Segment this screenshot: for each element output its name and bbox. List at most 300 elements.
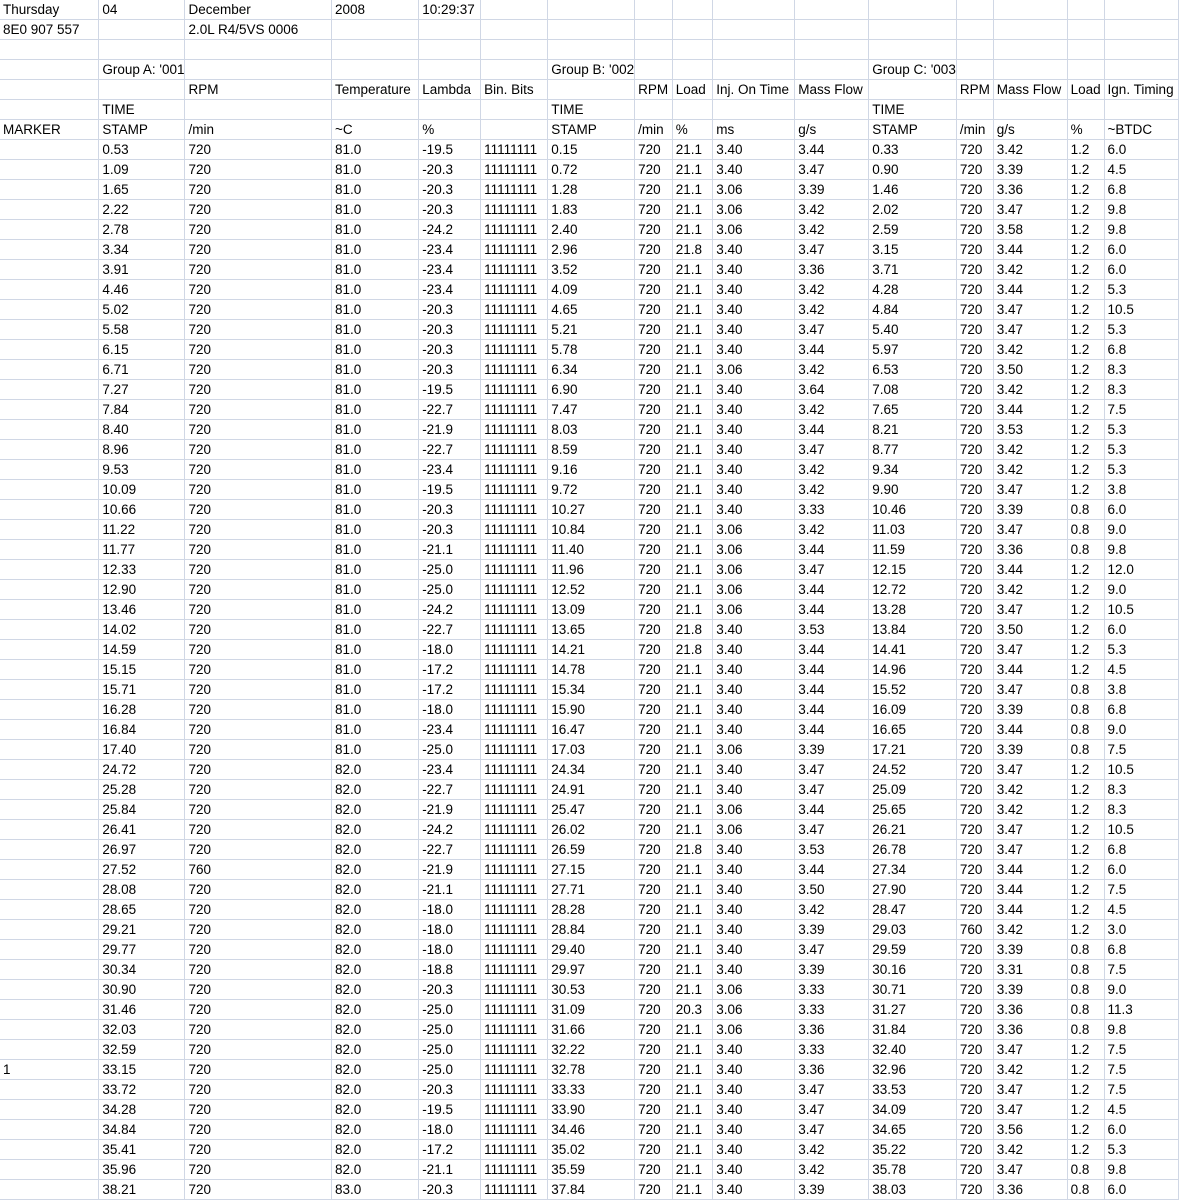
- cell[interactable]: 3.31: [993, 960, 1067, 980]
- cell[interactable]: 720: [956, 180, 993, 200]
- cell[interactable]: 11111111: [481, 340, 548, 360]
- cell[interactable]: 720: [956, 300, 993, 320]
- cell[interactable]: 3.47: [993, 480, 1067, 500]
- cell[interactable]: 11111111: [481, 260, 548, 280]
- cell[interactable]: -18.0: [419, 640, 481, 660]
- cell[interactable]: 720: [185, 440, 332, 460]
- cell[interactable]: 720: [185, 460, 332, 480]
- cell[interactable]: 11111111: [481, 680, 548, 700]
- cell[interactable]: 720: [956, 560, 993, 580]
- cell[interactable]: 720: [635, 480, 673, 500]
- cell[interactable]: 720: [185, 960, 332, 980]
- cell[interactable]: Bin. Bits: [481, 80, 548, 100]
- cell[interactable]: STAMP: [869, 120, 957, 140]
- cell[interactable]: 720: [635, 880, 673, 900]
- cell[interactable]: 1.2: [1067, 280, 1104, 300]
- cell[interactable]: 11111111: [481, 240, 548, 260]
- cell[interactable]: [0, 840, 99, 860]
- cell[interactable]: 6.8: [1104, 180, 1178, 200]
- cell[interactable]: [0, 820, 99, 840]
- cell[interactable]: 81.0: [332, 140, 419, 160]
- cell[interactable]: 13.28: [869, 600, 957, 620]
- cell[interactable]: 3.42: [993, 380, 1067, 400]
- cell[interactable]: 11111111: [481, 700, 548, 720]
- cell[interactable]: 1.2: [1067, 760, 1104, 780]
- cell[interactable]: 6.90: [548, 380, 635, 400]
- cell[interactable]: 32.96: [869, 1060, 957, 1080]
- cell[interactable]: RPM: [185, 80, 332, 100]
- cell[interactable]: 1.2: [1067, 140, 1104, 160]
- cell[interactable]: 2.40: [548, 220, 635, 240]
- cell[interactable]: 21.1: [672, 160, 713, 180]
- cell[interactable]: [0, 380, 99, 400]
- cell[interactable]: 34.84: [99, 1120, 185, 1140]
- cell[interactable]: 81.0: [332, 700, 419, 720]
- cell[interactable]: 3.40: [713, 440, 795, 460]
- cell[interactable]: [956, 20, 993, 40]
- cell[interactable]: 15.34: [548, 680, 635, 700]
- cell[interactable]: 11111111: [481, 620, 548, 640]
- cell[interactable]: 11.77: [99, 540, 185, 560]
- cell[interactable]: 720: [185, 200, 332, 220]
- cell[interactable]: 17.21: [869, 740, 957, 760]
- cell[interactable]: 29.03: [869, 920, 957, 940]
- cell[interactable]: 3.50: [993, 360, 1067, 380]
- cell[interactable]: 720: [635, 760, 673, 780]
- cell[interactable]: 9.0: [1104, 580, 1178, 600]
- cell[interactable]: [548, 80, 635, 100]
- cell[interactable]: 33.72: [99, 1080, 185, 1100]
- cell[interactable]: 720: [956, 1140, 993, 1160]
- cell[interactable]: 13.84: [869, 620, 957, 640]
- cell[interactable]: 21.1: [672, 560, 713, 580]
- cell[interactable]: 720: [956, 820, 993, 840]
- cell[interactable]: 35.41: [99, 1140, 185, 1160]
- cell[interactable]: 9.72: [548, 480, 635, 500]
- cell[interactable]: 8E0 907 557: [0, 20, 99, 40]
- cell[interactable]: 720: [956, 1080, 993, 1100]
- cell[interactable]: 14.02: [99, 620, 185, 640]
- cell[interactable]: 7.65: [869, 400, 957, 420]
- cell[interactable]: 30.53: [548, 980, 635, 1000]
- cell[interactable]: 720: [956, 660, 993, 680]
- cell[interactable]: 3.39: [795, 740, 869, 760]
- cell[interactable]: 3.06: [713, 200, 795, 220]
- cell[interactable]: [0, 300, 99, 320]
- cell[interactable]: Temperature: [332, 80, 419, 100]
- cell[interactable]: 3.47: [795, 240, 869, 260]
- cell[interactable]: 32.40: [869, 1040, 957, 1060]
- cell[interactable]: [956, 100, 993, 120]
- cell[interactable]: 3.40: [713, 340, 795, 360]
- cell[interactable]: 11111111: [481, 1060, 548, 1080]
- cell[interactable]: 12.33: [99, 560, 185, 580]
- cell[interactable]: 21.1: [672, 960, 713, 980]
- cell[interactable]: 9.8: [1104, 540, 1178, 560]
- cell[interactable]: 720: [956, 780, 993, 800]
- cell[interactable]: [672, 60, 713, 80]
- cell[interactable]: 720: [185, 740, 332, 760]
- cell[interactable]: 3.39: [993, 160, 1067, 180]
- cell[interactable]: 720: [185, 340, 332, 360]
- cell[interactable]: 16.65: [869, 720, 957, 740]
- cell[interactable]: 720: [956, 540, 993, 560]
- cell[interactable]: 3.53: [795, 620, 869, 640]
- cell[interactable]: 81.0: [332, 660, 419, 680]
- cell[interactable]: 3.36: [795, 260, 869, 280]
- cell[interactable]: 25.28: [99, 780, 185, 800]
- cell[interactable]: 3.40: [713, 460, 795, 480]
- cell[interactable]: 720: [635, 900, 673, 920]
- cell[interactable]: 3.42: [795, 400, 869, 420]
- cell[interactable]: 3.34: [99, 240, 185, 260]
- cell[interactable]: 11111111: [481, 440, 548, 460]
- cell[interactable]: 3.42: [993, 260, 1067, 280]
- cell[interactable]: 81.0: [332, 240, 419, 260]
- cell[interactable]: 720: [635, 160, 673, 180]
- cell[interactable]: -20.3: [419, 300, 481, 320]
- cell[interactable]: 9.90: [869, 480, 957, 500]
- cell[interactable]: 04: [99, 0, 185, 20]
- cell[interactable]: 12.90: [99, 580, 185, 600]
- cell[interactable]: Ign. Timing: [1104, 80, 1178, 100]
- cell[interactable]: 14.21: [548, 640, 635, 660]
- cell[interactable]: [0, 1120, 99, 1140]
- cell[interactable]: 720: [185, 620, 332, 640]
- cell[interactable]: 2008: [332, 0, 419, 20]
- cell[interactable]: 720: [635, 860, 673, 880]
- cell[interactable]: 82.0: [332, 800, 419, 820]
- cell[interactable]: 720: [956, 680, 993, 700]
- cell[interactable]: 11111111: [481, 220, 548, 240]
- cell[interactable]: -22.7: [419, 840, 481, 860]
- cell[interactable]: 0.8: [1067, 940, 1104, 960]
- cell[interactable]: 3.40: [713, 880, 795, 900]
- cell[interactable]: 21.1: [672, 580, 713, 600]
- cell[interactable]: [993, 100, 1067, 120]
- cell[interactable]: 3.40: [713, 680, 795, 700]
- cell[interactable]: 7.5: [1104, 1080, 1178, 1100]
- cell[interactable]: 3.06: [713, 180, 795, 200]
- cell[interactable]: 21.1: [672, 700, 713, 720]
- cell[interactable]: [0, 1080, 99, 1100]
- cell[interactable]: [0, 80, 99, 100]
- cell[interactable]: 720: [635, 540, 673, 560]
- cell[interactable]: 38.03: [869, 1180, 957, 1200]
- cell[interactable]: [0, 1100, 99, 1120]
- cell[interactable]: 720: [185, 180, 332, 200]
- cell[interactable]: [1104, 100, 1178, 120]
- cell[interactable]: 5.78: [548, 340, 635, 360]
- cell[interactable]: [672, 0, 713, 20]
- cell[interactable]: 3.42: [795, 460, 869, 480]
- cell[interactable]: [332, 60, 419, 80]
- cell[interactable]: 3.8: [1104, 480, 1178, 500]
- cell[interactable]: 3.36: [993, 180, 1067, 200]
- cell[interactable]: TIME: [99, 100, 185, 120]
- cell[interactable]: 720: [635, 400, 673, 420]
- cell[interactable]: 81.0: [332, 520, 419, 540]
- cell[interactable]: 4.46: [99, 280, 185, 300]
- cell[interactable]: 37.84: [548, 1180, 635, 1200]
- cell[interactable]: 11111111: [481, 860, 548, 880]
- cell[interactable]: 720: [185, 720, 332, 740]
- cell[interactable]: 3.42: [795, 1160, 869, 1180]
- cell[interactable]: 3.39: [795, 920, 869, 940]
- cell[interactable]: 82.0: [332, 920, 419, 940]
- cell[interactable]: 1.2: [1067, 1140, 1104, 1160]
- cell[interactable]: 11111111: [481, 960, 548, 980]
- cell[interactable]: 0.8: [1067, 960, 1104, 980]
- cell[interactable]: 720: [635, 780, 673, 800]
- cell[interactable]: 7.84: [99, 400, 185, 420]
- cell[interactable]: [956, 40, 993, 60]
- cell[interactable]: [1067, 60, 1104, 80]
- cell[interactable]: 3.40: [713, 1040, 795, 1060]
- cell[interactable]: [0, 540, 99, 560]
- cell[interactable]: g/s: [993, 120, 1067, 140]
- cell[interactable]: 720: [956, 460, 993, 480]
- cell[interactable]: Load: [672, 80, 713, 100]
- cell[interactable]: 720: [185, 800, 332, 820]
- cell[interactable]: 82.0: [332, 900, 419, 920]
- cell[interactable]: 5.3: [1104, 280, 1178, 300]
- cell[interactable]: 25.47: [548, 800, 635, 820]
- cell[interactable]: 720: [185, 980, 332, 1000]
- cell[interactable]: 82.0: [332, 1040, 419, 1060]
- cell[interactable]: 10.09: [99, 480, 185, 500]
- cell[interactable]: 1.2: [1067, 1120, 1104, 1140]
- cell[interactable]: 11111111: [481, 1180, 548, 1200]
- cell[interactable]: 720: [185, 280, 332, 300]
- cell[interactable]: [1104, 20, 1178, 40]
- cell[interactable]: [795, 40, 869, 60]
- cell[interactable]: [993, 20, 1067, 40]
- cell[interactable]: 21.1: [672, 520, 713, 540]
- cell[interactable]: [993, 0, 1067, 20]
- cell[interactable]: 3.47: [993, 1080, 1067, 1100]
- cell[interactable]: 5.3: [1104, 320, 1178, 340]
- cell[interactable]: [481, 120, 548, 140]
- cell[interactable]: 720: [956, 200, 993, 220]
- cell[interactable]: 3.42: [795, 520, 869, 540]
- cell[interactable]: 24.91: [548, 780, 635, 800]
- cell[interactable]: 720: [635, 340, 673, 360]
- cell[interactable]: 81.0: [332, 460, 419, 480]
- cell[interactable]: 3.44: [993, 280, 1067, 300]
- cell[interactable]: 21.1: [672, 920, 713, 940]
- cell[interactable]: [0, 420, 99, 440]
- cell[interactable]: 81.0: [332, 160, 419, 180]
- cell[interactable]: 4.84: [869, 300, 957, 320]
- cell[interactable]: [713, 0, 795, 20]
- cell[interactable]: 11111111: [481, 820, 548, 840]
- cell[interactable]: 9.0: [1104, 720, 1178, 740]
- cell[interactable]: -23.4: [419, 280, 481, 300]
- cell[interactable]: [635, 0, 673, 20]
- cell[interactable]: [635, 100, 673, 120]
- cell[interactable]: 10.27: [548, 500, 635, 520]
- cell[interactable]: 720: [635, 440, 673, 460]
- cell[interactable]: 3.44: [993, 240, 1067, 260]
- cell[interactable]: 3.42: [993, 780, 1067, 800]
- cell[interactable]: 3.40: [713, 1060, 795, 1080]
- cell[interactable]: 720: [956, 1060, 993, 1080]
- cell[interactable]: 1.2: [1067, 420, 1104, 440]
- cell[interactable]: 82.0: [332, 760, 419, 780]
- cell[interactable]: 0.8: [1067, 540, 1104, 560]
- cell[interactable]: 82.0: [332, 1080, 419, 1100]
- cell[interactable]: 11111111: [481, 400, 548, 420]
- cell[interactable]: 720: [635, 940, 673, 960]
- cell[interactable]: 3.33: [795, 1000, 869, 1020]
- cell[interactable]: 82.0: [332, 940, 419, 960]
- cell[interactable]: 3.42: [993, 460, 1067, 480]
- cell[interactable]: [0, 200, 99, 220]
- cell[interactable]: 720: [635, 1140, 673, 1160]
- cell[interactable]: 3.06: [713, 740, 795, 760]
- cell[interactable]: 720: [956, 1100, 993, 1120]
- cell[interactable]: 21.1: [672, 180, 713, 200]
- cell[interactable]: [0, 40, 99, 60]
- cell[interactable]: 720: [956, 280, 993, 300]
- cell[interactable]: 34.09: [869, 1100, 957, 1120]
- cell[interactable]: 12.72: [869, 580, 957, 600]
- cell[interactable]: 34.46: [548, 1120, 635, 1140]
- cell[interactable]: %: [1067, 120, 1104, 140]
- cell[interactable]: [0, 1040, 99, 1060]
- cell[interactable]: 720: [956, 1040, 993, 1060]
- cell[interactable]: 3.44: [795, 660, 869, 680]
- cell[interactable]: 16.47: [548, 720, 635, 740]
- cell[interactable]: 3.39: [795, 180, 869, 200]
- cell[interactable]: December: [185, 0, 332, 20]
- cell[interactable]: 81.0: [332, 360, 419, 380]
- cell[interactable]: 720: [185, 1020, 332, 1040]
- cell[interactable]: -25.0: [419, 1040, 481, 1060]
- cell[interactable]: 6.8: [1104, 700, 1178, 720]
- cell[interactable]: 720: [185, 1160, 332, 1180]
- cell[interactable]: 10.5: [1104, 820, 1178, 840]
- cell[interactable]: 21.1: [672, 260, 713, 280]
- cell[interactable]: 1.2: [1067, 800, 1104, 820]
- cell[interactable]: 21.8: [672, 240, 713, 260]
- cell[interactable]: 25.09: [869, 780, 957, 800]
- cell[interactable]: [0, 920, 99, 940]
- cell[interactable]: 720: [956, 940, 993, 960]
- cell[interactable]: 3.42: [795, 360, 869, 380]
- cell[interactable]: 3.40: [713, 400, 795, 420]
- cell[interactable]: -17.2: [419, 680, 481, 700]
- cell[interactable]: -25.0: [419, 740, 481, 760]
- cell[interactable]: -18.0: [419, 940, 481, 960]
- cell[interactable]: 21.1: [672, 320, 713, 340]
- cell[interactable]: 3.39: [993, 700, 1067, 720]
- cell[interactable]: 82.0: [332, 860, 419, 880]
- cell[interactable]: [1104, 0, 1178, 20]
- cell[interactable]: 720: [956, 500, 993, 520]
- cell[interactable]: 28.28: [548, 900, 635, 920]
- cell[interactable]: 3.44: [993, 860, 1067, 880]
- cell[interactable]: [0, 100, 99, 120]
- cell[interactable]: 11111111: [481, 460, 548, 480]
- cell[interactable]: [0, 980, 99, 1000]
- cell[interactable]: Group B: '002: [548, 60, 635, 80]
- cell[interactable]: 11111111: [481, 1000, 548, 1020]
- cell[interactable]: 720: [185, 820, 332, 840]
- cell[interactable]: 720: [956, 640, 993, 660]
- cell[interactable]: 3.47: [993, 600, 1067, 620]
- cell[interactable]: 81.0: [332, 420, 419, 440]
- cell[interactable]: 720: [185, 400, 332, 420]
- cell[interactable]: 11111111: [481, 1100, 548, 1120]
- cell[interactable]: 3.39: [993, 500, 1067, 520]
- cell[interactable]: 11.59: [869, 540, 957, 560]
- cell[interactable]: 8.3: [1104, 360, 1178, 380]
- cell[interactable]: 21.1: [672, 780, 713, 800]
- cell[interactable]: 720: [185, 540, 332, 560]
- cell[interactable]: 81.0: [332, 340, 419, 360]
- cell[interactable]: [1067, 20, 1104, 40]
- cell[interactable]: [869, 0, 957, 20]
- cell[interactable]: 6.0: [1104, 620, 1178, 640]
- cell[interactable]: 1.65: [99, 180, 185, 200]
- cell[interactable]: [481, 60, 548, 80]
- cell[interactable]: [1067, 40, 1104, 60]
- cell[interactable]: 720: [956, 580, 993, 600]
- cell[interactable]: 3.39: [993, 940, 1067, 960]
- cell[interactable]: 1.2: [1067, 200, 1104, 220]
- cell[interactable]: 720: [956, 240, 993, 260]
- cell[interactable]: 1.2: [1067, 380, 1104, 400]
- cell[interactable]: [956, 0, 993, 20]
- cell[interactable]: 12.52: [548, 580, 635, 600]
- cell[interactable]: [0, 360, 99, 380]
- cell[interactable]: 0.8: [1067, 700, 1104, 720]
- cell[interactable]: 82.0: [332, 820, 419, 840]
- cell[interactable]: 1.2: [1067, 820, 1104, 840]
- cell[interactable]: 21.1: [672, 440, 713, 460]
- cell[interactable]: 3.42: [993, 800, 1067, 820]
- cell[interactable]: 82.0: [332, 1160, 419, 1180]
- cell[interactable]: [0, 1020, 99, 1040]
- cell[interactable]: 11111111: [481, 720, 548, 740]
- cell[interactable]: 1.2: [1067, 660, 1104, 680]
- cell[interactable]: 720: [635, 840, 673, 860]
- cell[interactable]: 81.0: [332, 560, 419, 580]
- cell[interactable]: 27.52: [99, 860, 185, 880]
- cell[interactable]: 21.1: [672, 1060, 713, 1080]
- cell[interactable]: 720: [635, 1080, 673, 1100]
- cell[interactable]: 28.65: [99, 900, 185, 920]
- cell[interactable]: -21.9: [419, 420, 481, 440]
- cell[interactable]: 25.84: [99, 800, 185, 820]
- cell[interactable]: 20.3: [672, 1000, 713, 1020]
- cell[interactable]: 6.15: [99, 340, 185, 360]
- cell[interactable]: 720: [956, 1160, 993, 1180]
- cell[interactable]: -18.8: [419, 960, 481, 980]
- cell[interactable]: 82.0: [332, 1120, 419, 1140]
- cell[interactable]: [548, 40, 635, 60]
- cell[interactable]: 28.47: [869, 900, 957, 920]
- cell[interactable]: 720: [635, 620, 673, 640]
- cell[interactable]: %: [672, 120, 713, 140]
- cell[interactable]: 720: [185, 360, 332, 380]
- cell[interactable]: 10.46: [869, 500, 957, 520]
- cell[interactable]: 3.47: [795, 440, 869, 460]
- cell[interactable]: [993, 40, 1067, 60]
- cell[interactable]: 720: [185, 560, 332, 580]
